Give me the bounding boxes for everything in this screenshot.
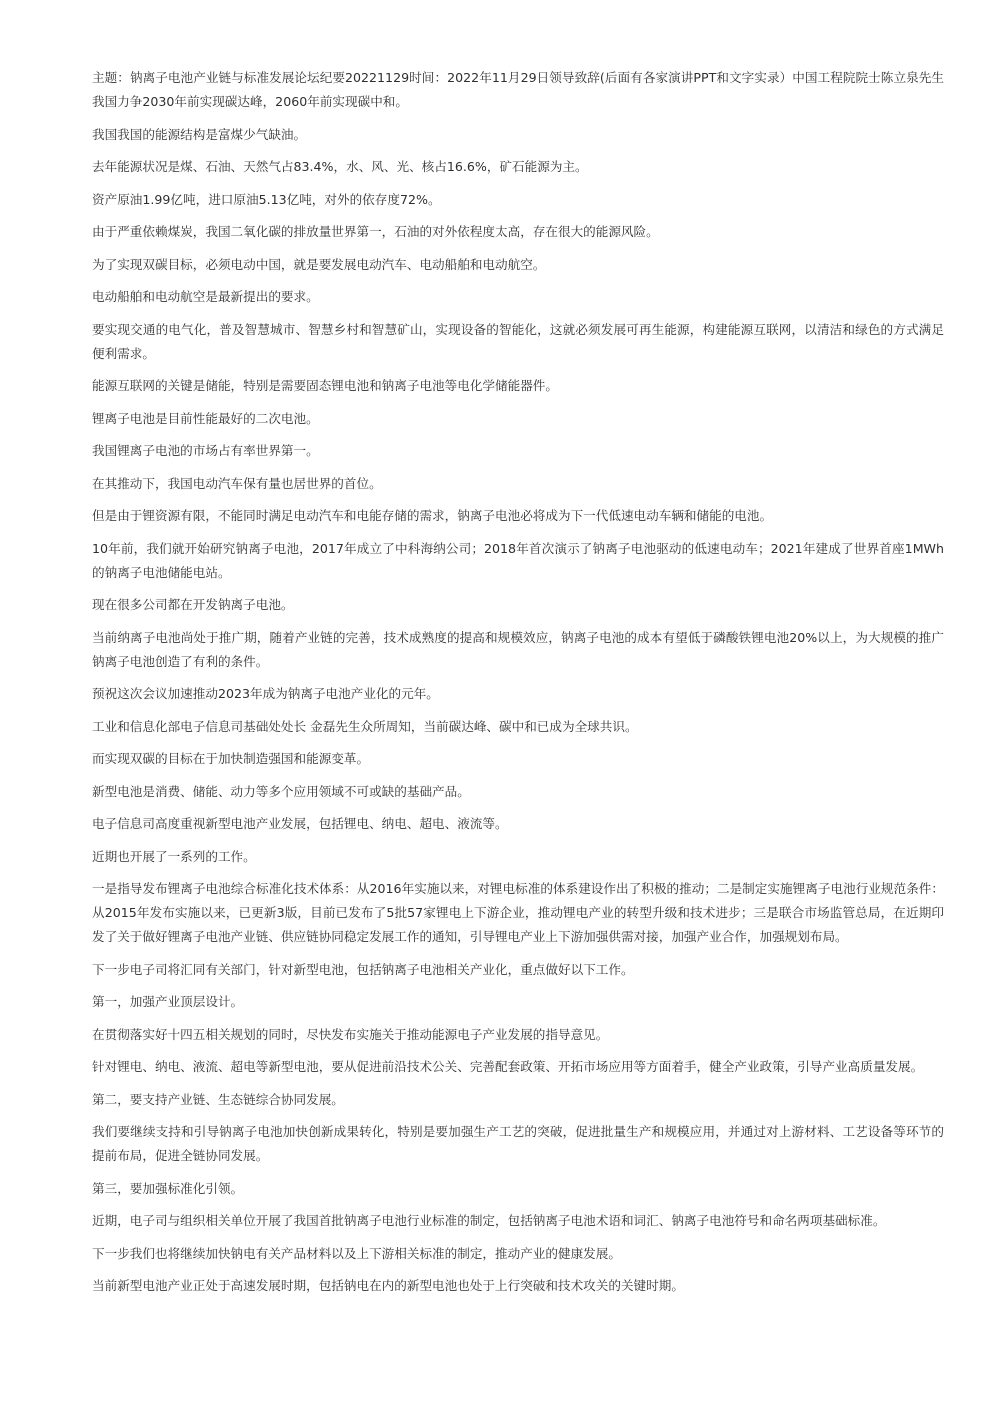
paragraph: 一是指导发布锂离子电池综合标准化技术体系：从2016年实施以来，对锂电标准的体系建设作出了积极的推动；二是制定实施锂离子电池行业规范条件：从2015年发布实施以来，已更新3版，目前已发布了5批57家锂电上下游企业，推动锂电产业的转型升级和技术进步；三是联合市场监管总局，在近期印发了关于做好锂离子电池产业链、供应链协同稳定发展工作的通知，引导锂电产业上下游加强供需对接，加强产业合作，加强规划布局。 [92, 881, 944, 944]
paragraph: 当前纳离子电池尚处于推广期，随着产业链的完善，技术成熟度的提高和规模效应，钠离子电池的成本有望低于磷酸铁锂电池20%以上，为大规模的推广钠离子电池创造了有利的条件。 [92, 629, 944, 669]
paragraph: 为了实现双碳目标，必须电动中国，就是要发展电动汽车、电动船舶和电动航空。 [92, 256, 546, 272]
paragraph: 电子信息司高度重视新型电池产业发展，包括锂电、纳电、超电、液流等。 [92, 816, 508, 831]
paragraph: 我国我国的能源结构是富煤少气缺油。 [92, 126, 307, 142]
paragraph: 新型电池是消费、储能、动力等多个应用领域不可或缺的基础产品。 [92, 783, 470, 799]
paragraph: 锂离子电池是目前性能最好的二次电池。 [92, 410, 319, 426]
paragraph: 第二，要支持产业链、生态链综合协同发展。 [92, 1091, 344, 1107]
document-body [92, 66, 944, 1307]
paragraph: 我国锂离子电池的市场占有率世界第一。 [92, 443, 319, 458]
paragraph: 主题：钠离子电池产业链与标准发展论坛纪要20221129时间：2022年11月29日领导致辞(后面有各家演讲PPT和文字实录）中国工程院院士陈立泉先生我国力争2030年前实现碳达峰，2060年前实现碳中和。 [92, 70, 944, 109]
paragraph: 下一步电子司将汇同有关部门，针对新型电池，包括钠离子电池相关产业化，重点做好以下工作。 [92, 961, 634, 977]
paragraph: 针对锂电、纳电、液流、超电等新型电池，要从促进前沿技术公关、完善配套政策、开拓市场应用等方面着手，健全产业政策，引导产业高质量发展。 [92, 1059, 924, 1074]
paragraph: 由于严重依赖煤炭，我国二氧化碳的排放量世界第一，石油的对外依程度太高，存在很大的能源风险。 [92, 224, 659, 239]
paragraph: 工业和信息化部电子信息司基础处处长 金磊先生众所周知，当前碳达峰、碳中和已成为全球共识。 [92, 718, 638, 734]
paragraph: 我们要继续支持和引导钠离子电池加快创新成果转化，特别是要加强生产工艺的突破，促进批量生产和规模应用，并通过对上游材料、工艺设备等环节的提前布局，促进全链协同发展。 [92, 1124, 944, 1163]
paragraph: 当前新型电池产业正处于高速发展时期，包括钠电在内的新型电池也处于上行突破和技术攻关的关键时期。 [92, 1278, 684, 1293]
paragraph: 近期，电子司与组织相关单位开展了我国首批钠离子电池行业标准的制定，包括钠离子电池术语和词汇、钠离子电池符号和命名两项基础标准。 [92, 1213, 886, 1228]
paragraph: 要实现交通的电气化，普及智慧城市、智慧乡村和智慧矿山，实现设备的智能化，这就必须发展可再生能源，构建能源互联网，以清洁和绿色的方式满足便利需求。 [92, 321, 944, 361]
paragraph: 去年能源状况是煤、石油、天然气占83.4%，水、风、光、核占16.6%，矿石能源为主。 [92, 159, 588, 174]
paragraph: 在贯彻落实好十四五相关规划的同时，尽快发布实施关于推动能源电子产业发展的指导意见。 [92, 1026, 609, 1042]
paragraph: 能源互联网的关键是储能，特别是需要固态锂电池和钠离子电池等电化学储能器件。 [92, 378, 558, 393]
paragraph: 资产原油1.99亿吨，进口原油5.13亿吨，对外的依存度72%。 [92, 191, 441, 207]
paragraph: 近期也开展了一系列的工作。 [92, 848, 256, 864]
paragraph: 10年前，我们就开始研究钠离子电池，2017年成立了中科海纳公司；2018年首次演示了钠离子电池驱动的低速电动车；2021年建成了世界首座1MWh的钠离子电池储能电站。 [92, 540, 944, 580]
paragraph: 第三，要加强标准化引领。 [92, 1180, 244, 1196]
paragraph: 预祝这次会议加速推动2023年成为钠离子电池产业化的元年。 [92, 686, 439, 701]
paragraph: 但是由于锂资源有限，不能同时满足电动汽车和电能存储的需求，钠离子电池必将成为下一代低速电动车辆和储能的电池。 [92, 508, 773, 523]
paragraph: 第一，加强产业顶层设计。 [92, 994, 244, 1009]
paragraph: 而实现双碳的目标在于加快制造强国和能源变革。 [92, 751, 370, 766]
paragraph: 电动船舶和电动航空是最新提出的要求。 [92, 289, 319, 304]
paragraph: 现在很多公司都在开发钠离子电池。 [92, 597, 294, 612]
paragraph: 在其推动下，我国电动汽车保有量也居世界的首位。 [92, 475, 382, 491]
paragraph: 下一步我们也将继续加快钠电有关产品材料以及上下游相关标准的制定，推动产业的健康发展。 [92, 1245, 621, 1261]
